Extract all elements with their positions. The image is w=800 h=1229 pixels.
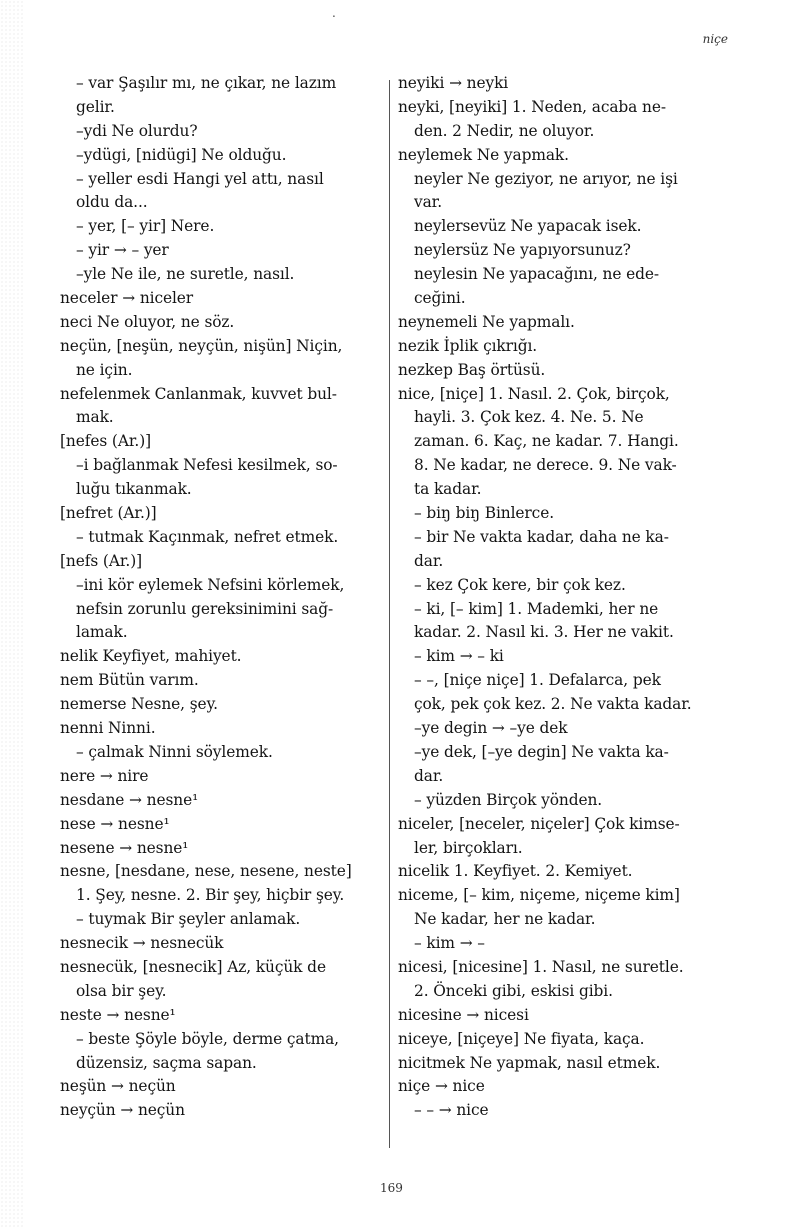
dictionary-line: ceğini. <box>414 289 466 308</box>
dictionary-line: nicitmek Ne yapmak, nasıl etmek. <box>398 1053 661 1072</box>
dictionary-line: nesene → nesne¹ <box>60 838 189 857</box>
dictionary-line: [nefret (Ar.)] <box>60 504 157 523</box>
dictionary-line: nese → nesne¹ <box>60 814 170 833</box>
dictionary-line: oldu da... <box>76 193 148 212</box>
dictionary-line: 1. Şey, nesne. 2. Bir şey, hiçbir şey. <box>76 886 345 905</box>
dictionary-line: ler, birçokları. <box>414 838 523 857</box>
dictionary-line: ne için. <box>76 360 133 379</box>
dictionary-line: – beste Şöyle böyle, derme çatma, <box>76 1029 339 1048</box>
dictionary-line: nemerse Nesne, şey. <box>60 695 218 714</box>
dictionary-line: neçün, [neşün, neyçün, nişün] Niçin, <box>60 336 343 355</box>
dictionary-line: nesnecük, [nesnecik] Az, küçük de <box>60 957 326 976</box>
dictionary-line: – yir → – yer <box>76 241 169 260</box>
right-column <box>398 72 728 1123</box>
dictionary-line: [nefes (Ar.)] <box>60 432 152 451</box>
dictionary-line: düzensiz, saçma sapan. <box>76 1053 257 1072</box>
dictionary-line: nenni Ninni. <box>60 719 156 738</box>
dictionary-line: nice, [niçe] 1. Nasıl. 2. Çok, birçok, <box>398 384 670 403</box>
dictionary-line: neyki, [neyiki] 1. Neden, acaba ne- <box>398 97 666 116</box>
dictionary-line: neylemek Ne yapmak. <box>398 145 569 164</box>
dictionary-line: nicesi, [nicesine] 1. Nasıl, ne suretle. <box>398 957 684 976</box>
dictionary-line: niçe → nice <box>398 1077 485 1096</box>
dictionary-line: nere → nire <box>60 766 149 785</box>
dictionary-line: – yüzden Birçok yönden. <box>414 790 603 809</box>
dictionary-line: gelir. <box>76 97 115 116</box>
dictionary-line: niceye, [niçeye] Ne fiyata, kaça. <box>398 1029 645 1048</box>
dictionary-line: nicesine → nicesi <box>398 1005 529 1024</box>
dictionary-line: neşün → neçün <box>60 1077 176 1096</box>
dictionary-line: niceme, [– kim, niçeme, niçeme kim] <box>398 886 680 905</box>
dictionary-line: mak. <box>76 408 114 427</box>
dictionary-line: nem Bütün varım. <box>60 671 199 690</box>
dictionary-line: – çalmak Ninni söylemek. <box>76 742 273 761</box>
dictionary-line: lamak. <box>76 623 128 642</box>
page-number: 169 <box>380 1181 403 1195</box>
dictionary-line: neylersevüz Ne yapacak isek. <box>414 217 642 236</box>
dictionary-line: neylersüz Ne yapıyorsunuz? <box>414 241 631 260</box>
dictionary-line: –i bağlanmak Nefesi kesilmek, so- <box>76 456 338 475</box>
running-head: niçe <box>702 32 728 46</box>
dictionary-line: – biŋ biŋ Binlerce. <box>414 504 554 523</box>
dictionary-line: –ydügi, [nidügi] Ne olduğu. <box>76 145 287 164</box>
dictionary-line: – tuymak Bir şeyler anlamak. <box>76 910 301 929</box>
scan-edge-texture <box>0 0 24 1229</box>
dictionary-line: den. 2 Nedir, ne oluyor. <box>414 121 595 140</box>
dictionary-line: nezik İplik çıkrığı. <box>398 336 538 355</box>
dictionary-line: –ye degin → –ye dek <box>414 719 568 738</box>
dictionary-line: Ne kadar, her ne kadar. <box>414 910 596 929</box>
dictionary-line: –yle Ne ile, ne suretle, nasıl. <box>76 265 295 284</box>
dictionary-line: neyler Ne geziyor, ne arıyor, ne işi <box>414 169 678 188</box>
dictionary-line: neste → nesne¹ <box>60 1005 176 1024</box>
dictionary-line: –ini kör eylemek Nefsini körlemek, <box>76 575 345 594</box>
dictionary-line: luğu tıkanmak. <box>76 480 192 499</box>
dictionary-line: –ydi Ne olurdu? <box>76 121 198 140</box>
dictionary-line: neyiki → neyki <box>398 74 509 92</box>
column-divider <box>389 80 390 1148</box>
dictionary-line: hayli. 3. Çok kez. 4. Ne. 5. Ne <box>414 408 644 427</box>
dictionary-line: dar. <box>414 551 444 570</box>
dictionary-line: ta kadar. <box>414 480 482 499</box>
dictionary-line: nesdane → nesne¹ <box>60 790 199 809</box>
dictionary-line: – kim → – ki <box>414 647 504 666</box>
dictionary-line: – – → nice <box>414 1101 489 1120</box>
dictionary-line: – var Şaşılır mı, ne çıkar, ne lazım <box>76 74 337 92</box>
dictionary-line: – –, [niçe niçe] 1. Defalarca, pek <box>414 671 661 690</box>
dictionary-line: 2. Önceki gibi, eskisi gibi. <box>414 981 613 1000</box>
dictionary-line: neyçün → neçün <box>60 1101 185 1120</box>
dictionary-line: neceler → niceler <box>60 289 194 308</box>
dictionary-line: [nefs (Ar.)] <box>60 551 142 570</box>
dictionary-line: zaman. 6. Kaç, ne kadar. 7. Hangi. <box>414 432 679 451</box>
dictionary-line: – ki, [– kim] 1. Mademki, her ne <box>414 599 659 618</box>
dictionary-line: dar. <box>414 766 444 785</box>
dictionary-line: olsa bir şey. <box>76 981 167 1000</box>
dictionary-line: var. <box>414 193 443 212</box>
dictionary-line: neci Ne oluyor, ne söz. <box>60 312 235 331</box>
dictionary-line: – yer, [– yir] Nere. <box>76 217 215 236</box>
dictionary-line: çok, pek çok kez. 2. Ne vakta kadar. <box>414 695 692 714</box>
dictionary-line: –ye dek, [–ye degin] Ne vakta ka- <box>414 742 669 761</box>
dictionary-line: niceler, [neceler, niçeler] Çok kimse- <box>398 814 680 833</box>
dictionary-line: nelik Keyfiyet, mahiyet. <box>60 647 242 666</box>
dictionary-line: – kez Çok kere, bir çok kez. <box>414 575 626 594</box>
left-column <box>60 72 380 1123</box>
dictionary-line: 8. Ne kadar, ne derece. 9. Ne vak- <box>414 456 677 475</box>
dictionary-line: neylesin Ne yapacağını, ne ede- <box>414 265 660 284</box>
top-mark: . <box>332 6 336 20</box>
dictionary-line: nefelenmek Canlanmak, kuvvet bul- <box>60 384 337 403</box>
dictionary-line: nesne, [nesdane, nese, nesene, neste] <box>60 862 352 881</box>
dictionary-line: nesnecik → nesnecük <box>60 934 224 953</box>
dictionary-line: – bir Ne vakta kadar, daha ne ka- <box>414 527 669 546</box>
dictionary-line: kadar. 2. Nasıl ki. 3. Her ne vakit. <box>414 623 674 642</box>
dictionary-line: – yeller esdi Hangi yel attı, nasıl <box>76 169 324 188</box>
dictionary-line: – kim → – <box>414 934 485 953</box>
dictionary-line: nicelik 1. Keyfiyet. 2. Kemiyet. <box>398 862 633 881</box>
dictionary-line: nefsin zorunlu gereksinimini sağ- <box>76 599 334 618</box>
dictionary-line: nezkep Baş örtüsü. <box>398 360 546 379</box>
dictionary-line: neynemeli Ne yapmalı. <box>398 312 575 331</box>
dictionary-line: – tutmak Kaçınmak, nefret etmek. <box>76 527 339 546</box>
